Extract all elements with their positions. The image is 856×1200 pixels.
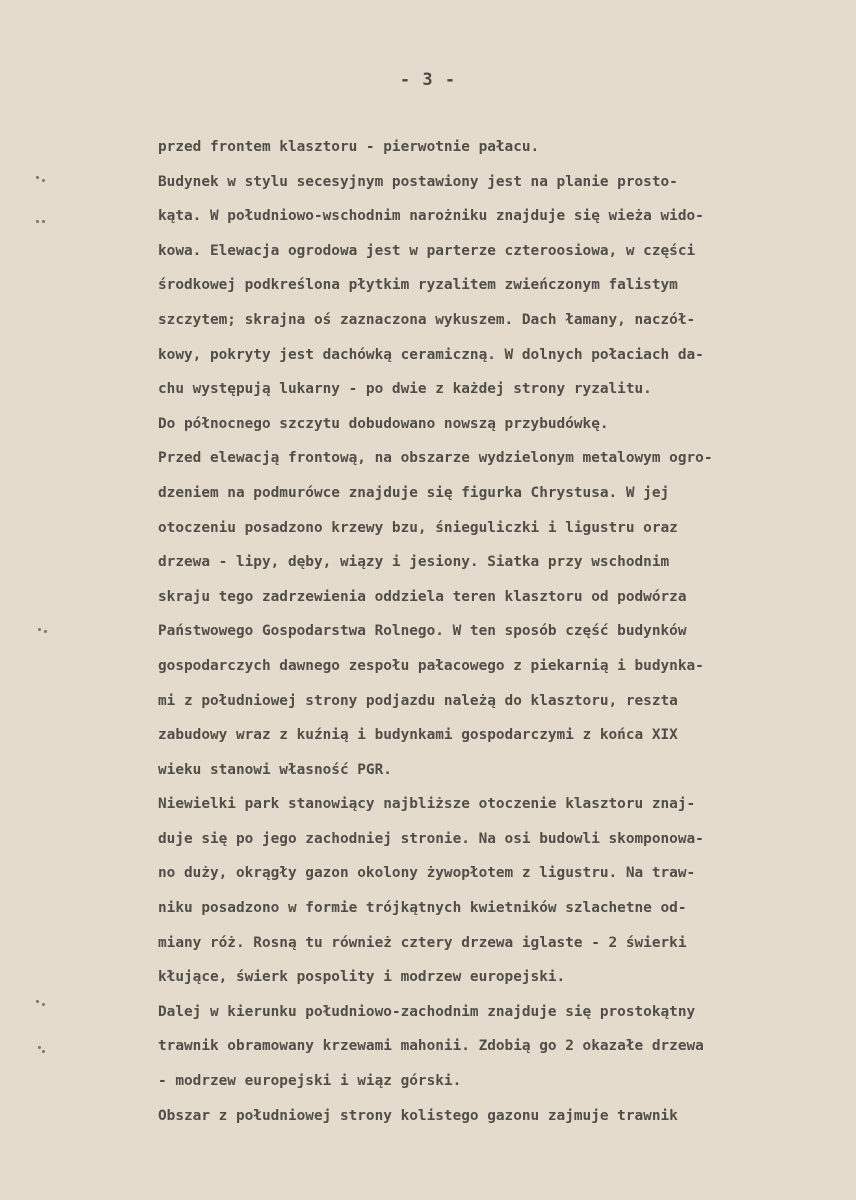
text-line: Przed elewacją frontową, na obszarze wydzielonym metalowym ogro-: [158, 450, 713, 467]
text-line: mi z południowej strony podjazdu należą do klasztoru, reszta: [158, 692, 678, 709]
text-line: kowa. Elewacja ogrodowa jest w parterze czteroosiowa, w części: [158, 242, 696, 259]
text-line: Do północnego szczytu dobudowano nowszą przybudówkę.: [158, 415, 609, 432]
text-line: przed frontem klasztoru - pierwotnie pałacu.: [158, 139, 540, 155]
text-line: miany róż. Rosną tu również cztery drzewa iglaste - 2 świerki: [158, 934, 687, 951]
text-line: kowy, pokryty jest dachówką ceramiczną. W dolnych połaciach da-: [158, 346, 704, 363]
punch-mark: [36, 1000, 50, 1008]
punch-mark: [36, 1046, 50, 1054]
text-line: zabudowy wraz z kuźnią i budynkami gospodarczymi z końca XIX: [158, 727, 678, 744]
text-line: otoczeniu posadzono krzewy bzu, śnieguliczki i ligustru oraz: [158, 519, 678, 536]
page-number: - 3 -: [399, 70, 457, 90]
text-line: chu występują lukarny - po dwie z każdej strony ryzalitu.: [158, 381, 652, 398]
text-line: Budynek w stylu secesyjnym postawiony jest na planie prosto-: [158, 173, 678, 190]
text-line: - modrzew europejski i wiąz górski.: [158, 1073, 462, 1090]
punch-mark: [36, 218, 50, 226]
text-line: no duży, okrągły gazon okolony żywopłotem z ligustru. Na traw-: [158, 865, 696, 882]
text-line: dzeniem na podmurówce znajduje się figurka Chrystusa. W jej: [158, 484, 670, 501]
punch-mark: [36, 628, 50, 636]
text-line: Dalej w kierunku południowo-zachodnim znajduje się prostokątny: [158, 1003, 696, 1020]
body-text: [158, 130, 826, 1133]
text-line: niku posadzono w formie trójkątnych kwietników szlachetne od-: [158, 900, 687, 917]
text-line: Państwowego Gospodarstwa Rolnego. W ten sposób część budynków: [158, 623, 687, 640]
text-line: trawnik obramowany krzewami mahonii. Zdobią go 2 okazałe drzewa: [158, 1038, 704, 1055]
text-line: środkowej podkreślona płytkim ryzalitem zwieńczonym falistym: [158, 277, 678, 294]
text-line: Obszar z południowej strony kolistego gazonu zajmuje trawnik: [158, 1107, 678, 1124]
text-line: wieku stanowi własność PGR.: [158, 761, 392, 778]
punch-mark: [36, 176, 50, 184]
text-line: drzewa - lipy, dęby, wiązy i jesiony. Siatka przy wschodnim: [158, 554, 670, 571]
text-line: kłujące, świerk pospolity i modrzew europejski.: [158, 969, 566, 986]
text-line: kąta. W południowo-wschodnim narożniku znajduje się wieża wido-: [158, 208, 704, 225]
text-line: duje się po jego zachodniej stronie. Na osi budowli skomponowa-: [158, 830, 704, 847]
text-line: szczytem; skrajna oś zaznaczona wykuszem. Dach łamany, naczół-: [158, 311, 696, 328]
text-line: skraju tego zadrzewienia oddziela teren klasztoru od podwórza: [158, 588, 687, 605]
text-line: Niewielki park stanowiący najbliższe otoczenie klasztoru znaj-: [158, 796, 696, 813]
text-line: gospodarczych dawnego zespołu pałacowego z piekarnią i budynka-: [158, 657, 704, 674]
